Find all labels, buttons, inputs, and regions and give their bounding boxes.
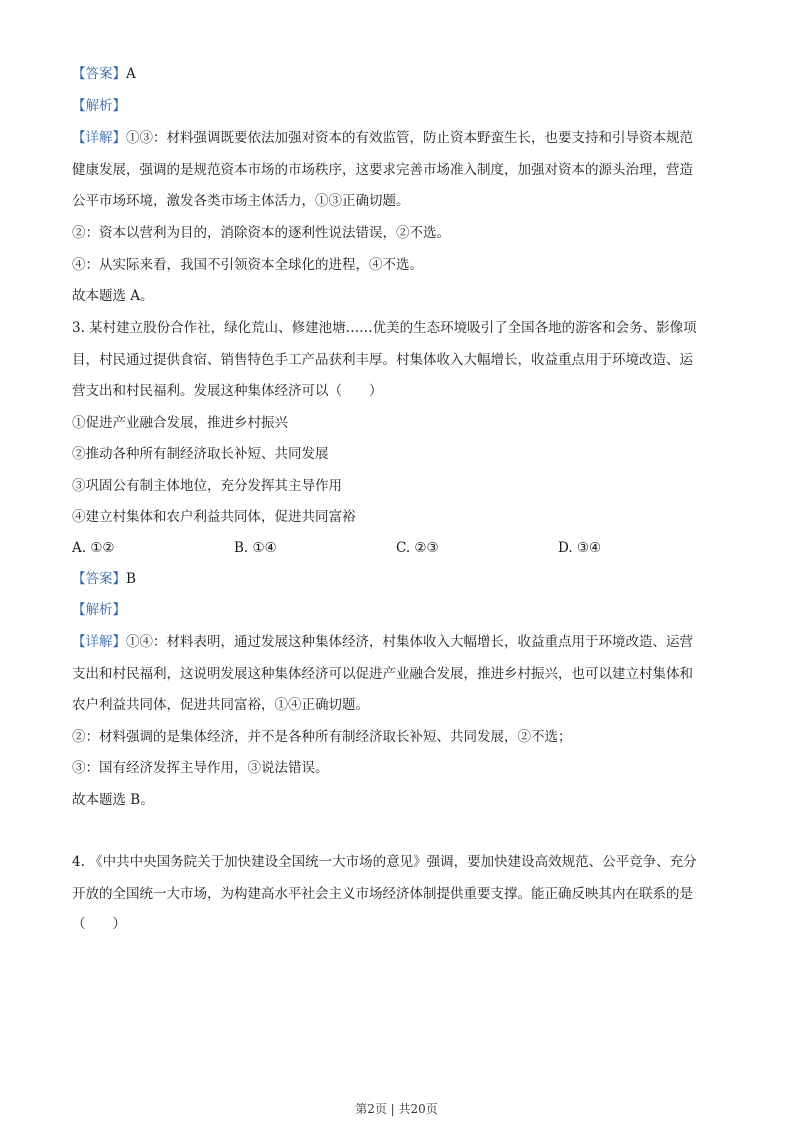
statement-item: ①促进产业融合发展，推进乡村振兴 bbox=[72, 415, 288, 431]
analysis-tag: 【解析】 bbox=[72, 602, 126, 618]
conclusion-text: 故本题选 B。 bbox=[72, 792, 154, 808]
answer-tag: 【答案】 bbox=[72, 66, 126, 82]
detail-text: 健康发展，强调的是规范资本市场的市场秩序，这要求完善市场准入制度，加强对资本的源头治理，营造 bbox=[72, 162, 693, 178]
detail-text: 公平市场环境，激发各类市场主体活力，①③正确切题。 bbox=[72, 193, 410, 209]
detail-text: 农户利益共同体，促进共同富裕，①④正确切题。 bbox=[72, 697, 369, 713]
statement-item: ④建立村集体和农户利益共同体，促进共同富裕 bbox=[72, 509, 356, 525]
question-stem: 4. 《中共中央国务院关于加快建设全国统一大市场的意见》强调，要加快建设高效规范、公平竞争、充分 bbox=[72, 854, 697, 870]
answer-tag: 【答案】 bbox=[72, 571, 126, 587]
detail-text: ①③：材料强调既要依法加强对资本的有效监管，防止资本野蛮生长，也要支持和引导资本规范 bbox=[126, 130, 693, 146]
page-footer: 第2页 | 共20页 bbox=[355, 1102, 438, 1116]
question-stem: 营支出和村民福利。发展这种集体经济可以（ ） bbox=[72, 383, 383, 399]
answer-line bbox=[72, 64, 722, 84]
detail-text: ①④：材料表明，通过发展这种集体经济，村集体收入大幅增长，收益重点用于环境改造、运营 bbox=[126, 634, 693, 650]
statement-item: ③巩固公有制主体地位，充分发挥其主导作用 bbox=[72, 478, 342, 494]
option-a: A. ①② bbox=[72, 540, 115, 556]
note-text: ②：资本以营利为目的，消除资本的逐利性说法错误，②不选。 bbox=[72, 225, 450, 241]
detail-text: 支出和村民福利，这说明发展这种集体经济可以促进产业融合发展，推进乡村振兴，也可以建立村集体和 bbox=[72, 666, 693, 682]
detail-line bbox=[72, 128, 722, 148]
statement-item: ②推动各种所有制经济取长补短、共同发展 bbox=[72, 446, 329, 462]
option-b: B. ①④ bbox=[234, 540, 277, 556]
answer-line bbox=[72, 569, 722, 589]
detail-line bbox=[72, 632, 722, 652]
note-text: ③：国有经济发挥主导作用，③说法错误。 bbox=[72, 760, 329, 776]
analysis-line bbox=[72, 96, 722, 116]
answer-value: B bbox=[126, 571, 136, 587]
question-stem: 3. 某村建立股份合作社，绿化荒山、修建池塘……优美的生态环境吸引了全国各地的游客和会务、影像项 bbox=[72, 320, 697, 336]
analysis-line bbox=[72, 600, 722, 620]
option-d: D. ③④ bbox=[558, 540, 602, 556]
answer-value: A bbox=[126, 66, 136, 82]
question-stem: （ ） bbox=[72, 916, 126, 932]
note-text: ②：材料强调的是集体经济，并不是各种所有制经济取长补短、共同发展，②不选； bbox=[72, 729, 572, 745]
note-text: ④：从实际来看，我国不引领资本全球化的进程，④不选。 bbox=[72, 257, 423, 273]
option-c: C. ②③ bbox=[396, 540, 439, 556]
conclusion-text: 故本题选 A。 bbox=[72, 288, 154, 304]
analysis-tag: 【解析】 bbox=[72, 98, 126, 114]
detail-tag: 【详解】 bbox=[72, 130, 126, 146]
question-stem: 目，村民通过提供食宿、销售特色手工产品获利丰厚。村集体收入大幅增长，收益重点用于环境改造、运 bbox=[72, 352, 693, 368]
detail-tag: 【详解】 bbox=[72, 634, 126, 650]
question-stem: 开放的全国统一大市场，为构建高水平社会主义市场经济体制提供重要支撑。能正确反映其内在联系的是 bbox=[72, 886, 693, 902]
